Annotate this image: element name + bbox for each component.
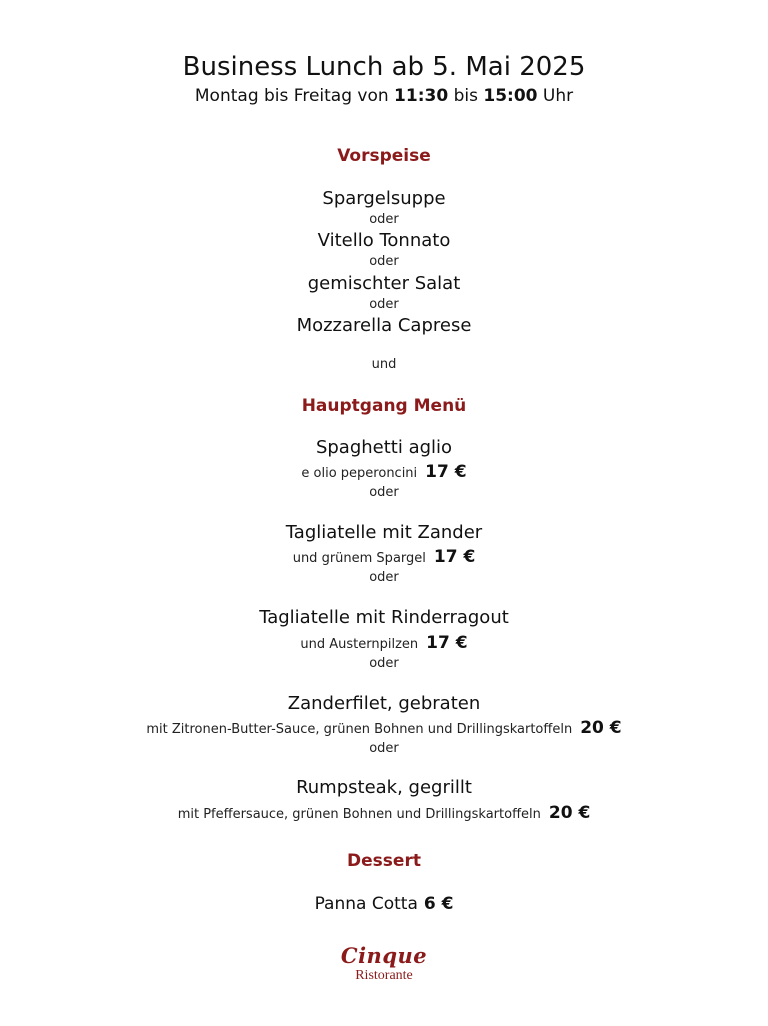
main-dish-detail — [0, 632, 768, 656]
or-separator: oder — [369, 741, 399, 756]
logo-subtitle: Ristorante — [355, 968, 413, 983]
or-separator: oder — [369, 656, 399, 671]
main-dish-price: 20 € — [580, 718, 622, 738]
time-end: 15:00 — [483, 86, 538, 106]
main-dish-price: 17 € — [425, 462, 467, 482]
starter-item: gemischter Salat — [307, 273, 461, 294]
logo-wordmark: Cinque — [340, 943, 428, 968]
main-dish-price: 20 € — [548, 803, 591, 823]
hours-suffix: Uhr — [537, 86, 574, 106]
main-dish-detail — [0, 461, 768, 485]
starter-item: Spargelsuppe — [322, 188, 446, 209]
main-dish-name: Rumpsteak, gegrillt — [296, 777, 472, 798]
main-dish-detail — [0, 717, 768, 741]
or-separator: oder — [369, 297, 399, 312]
time-start: 11:30 — [394, 86, 449, 106]
main-dish-name: Zanderfilet, gebraten — [287, 693, 481, 714]
or-separator: oder — [369, 485, 399, 500]
main-dish-price: 17 € — [433, 547, 476, 567]
main-dish-description: mit Zitronen-Butter-Sauce, grünen Bohnen und Drillingskartoffeln — [146, 722, 573, 737]
hours-middle: bis — [448, 86, 484, 106]
or-separator: oder — [369, 570, 399, 585]
main-dish-price: 17 € — [426, 633, 468, 653]
main-dish-description: und grünem Spargel — [292, 551, 426, 566]
main-dish-name: Tagliatelle mit Zander — [285, 522, 483, 543]
main-dish-detail — [0, 546, 768, 570]
main-dish-name: Spaghetti aglio — [315, 437, 453, 458]
dessert-item — [0, 892, 768, 916]
restaurant-logo — [0, 944, 768, 984]
and-connector: und — [371, 357, 397, 372]
page-title: Business Lunch ab 5. Mai 2025 — [182, 52, 586, 82]
starter-item: Vitello Tonnato — [317, 230, 451, 251]
main-dish-detail — [0, 802, 768, 826]
main-dish-name: Tagliatelle mit Rinderragout — [259, 607, 509, 628]
section-heading-mains: Hauptgang Menü — [301, 396, 467, 416]
dessert-price: 6 € — [423, 894, 454, 914]
opening-hours — [0, 84, 768, 108]
main-dish-description: e olio peperoncini — [301, 466, 418, 481]
starter-item: Mozzarella Caprese — [296, 315, 472, 336]
hours-prefix: Montag bis Freitag von — [194, 86, 395, 106]
section-heading-starters: Vorspeise — [337, 146, 431, 166]
section-heading-dessert: Dessert — [347, 851, 421, 871]
or-separator: oder — [369, 254, 399, 269]
main-dish-description: und Austernpilzen — [300, 637, 419, 652]
dessert-name: Panna Cotta — [314, 894, 418, 914]
or-separator: oder — [369, 212, 399, 227]
main-dish-description: mit Pfeffersauce, grünen Bohnen und Drillingskartoffeln — [177, 807, 541, 822]
